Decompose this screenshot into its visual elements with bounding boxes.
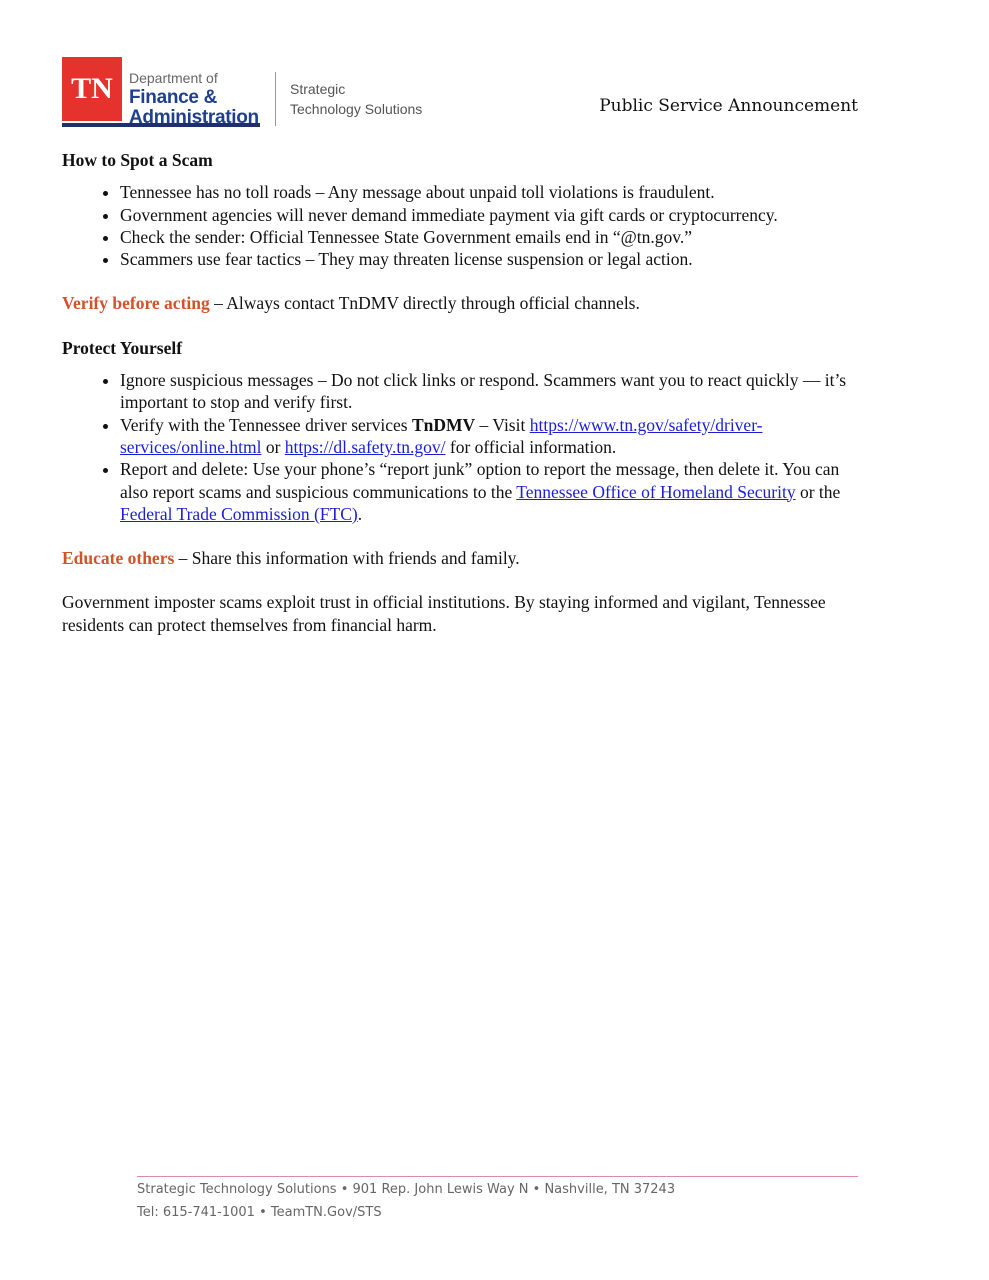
educate-text: – Share this information with friends and family. [174,548,520,569]
item-text: . [357,503,363,524]
spot-scam-list [62,181,862,270]
homeland-security-link[interactable]: Tennessee Office of Homeland Security [516,481,796,502]
list-item: • Check the sender: Official Tennessee State Government emails end in “@tn.gov.” [120,226,862,248]
closing-paragraph: Government imposter scams exploit trust in official institutions. By staying informed and vigilant, Tennessee residents can protect themselves from financial harm. [62,592,826,635]
item-text: for official information. [445,436,617,457]
dept-name-line2: Finance & [129,87,218,108]
verify-lead: Verify before acting [62,293,210,314]
tn-logo-mark: TN [62,57,122,121]
section-heading-protect: Protect Yourself [62,337,183,358]
item-text: or [261,436,285,457]
footer-address: Strategic Technology Solutions • 901 Rep. John Lewis Way N • Nashville, TN 37243 [137,1182,676,1197]
footer-rule [137,1176,858,1177]
verify-text: – Always contact TnDMV directly through official channels. [209,293,640,314]
item-text: or the [795,481,841,502]
list-item: • Government agencies will never demand immediate payment via gift cards or cryptocurrency. [120,204,862,226]
dept-name-line1: Department of [129,70,218,86]
list-item: • Tennessee has no toll roads – Any message about unpaid toll violations is fraudulent. [120,181,862,203]
document-type-title: Public Service Announcement [599,96,858,116]
sts-name-line2: Technology Solutions [290,101,423,117]
list-item: • Scammers use fear tactics – They may threaten license suspension or legal action. [120,248,862,270]
item-text: Report and delete: Use your phone’s “report junk” option to report the message, then delete it. You can also report scams and suspicious communications to the [120,459,840,502]
list-item [120,458,862,525]
item-text: – Visit [475,414,530,435]
list-item: • Ignore suspicious messages – Do not click links or respond. Scammers want you to react quickly — it’s important to stop and verify first. [120,369,862,414]
dept-name-line3: Administration [129,107,259,128]
sts-name-line1: Strategic [290,81,346,97]
section-heading-spot-scam: How to Spot a Scam [62,150,213,170]
header-divider [275,72,276,126]
ftc-link[interactable]: Federal Trade Commission (FTC) [120,503,358,524]
tn-finance-administration-logo [62,57,262,129]
educate-lead: Educate others [62,548,175,569]
driver-services-link[interactable]: https://www.tn.gov/safety/driver-services/online.html [120,414,763,457]
dl-safety-link[interactable]: https://dl.safety.tn.gov/ [284,436,446,457]
document-body [62,149,862,636]
verify-paragraph [62,292,862,314]
tndmv-bold: TnDMV [411,414,476,435]
protect-list [62,369,862,525]
footer-contact: Tel: 615-741-1001 • TeamTN.Gov/STS [137,1205,382,1220]
item-text: Verify with the Tennessee driver services [120,414,412,435]
educate-paragraph [62,547,862,569]
list-item [120,414,862,459]
